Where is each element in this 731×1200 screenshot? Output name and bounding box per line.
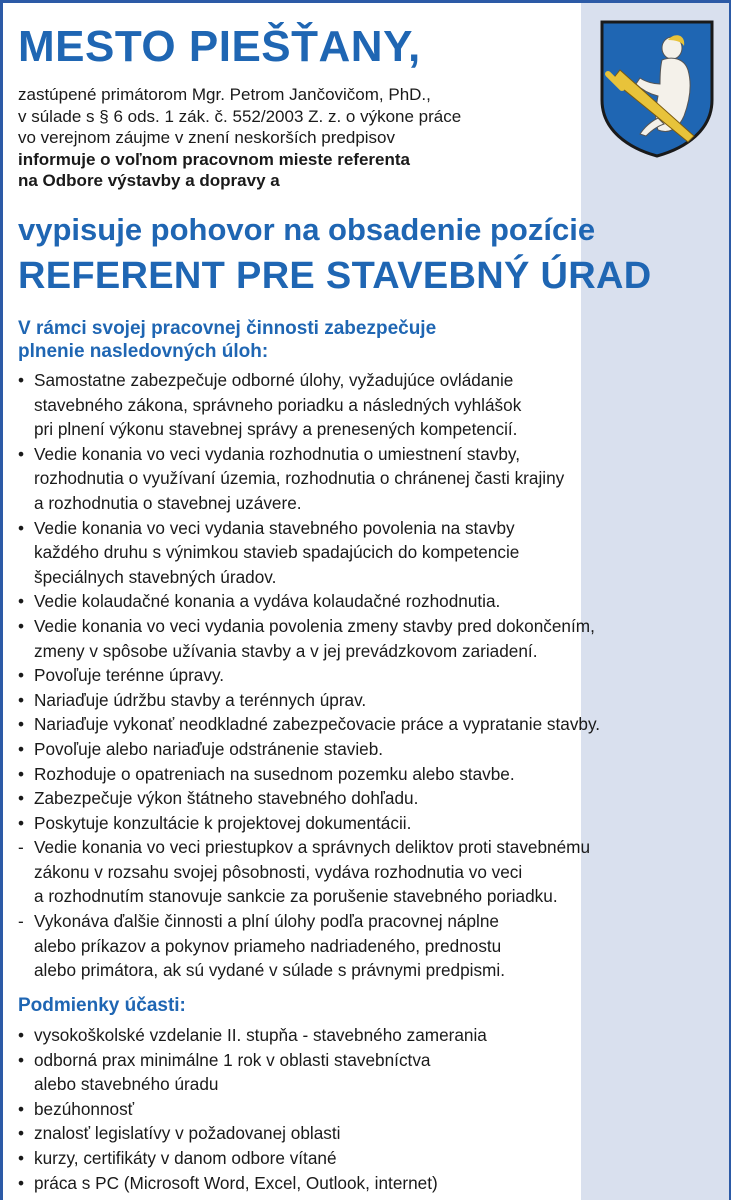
list-item xyxy=(18,1097,718,1122)
list-item xyxy=(18,1171,718,1196)
bullet-mark: • xyxy=(18,689,25,710)
bullet-mark: • xyxy=(18,738,25,759)
list-item xyxy=(18,589,718,614)
list-item xyxy=(18,737,718,762)
list-item xyxy=(18,442,718,516)
bullet-mark: • xyxy=(18,1172,25,1193)
list-item-text: Povoľuje alebo nariaďuje odstránenie stavieb. xyxy=(34,738,384,759)
conditions-list xyxy=(18,1023,718,1195)
list-item xyxy=(18,909,718,983)
list-item-text: Samostatne zabezpečuje odborné úlohy, vyžadujúce ovládanie stavebného zákona, správneho poriadku a následných vyhlášok pri plnení výkonu stavebnej správy a prenesených kompetencií. xyxy=(34,370,522,440)
bullet-mark: • xyxy=(18,370,25,390)
intro-bold-line: na Odbore výstavby a dopravy a xyxy=(18,171,280,190)
bullet-mark: • xyxy=(18,443,25,464)
list-item-text: Povoľuje terénne úpravy. xyxy=(34,665,225,686)
list-item-text: Rozhoduje o opatreniach na susednom pozemku alebo stavbe. xyxy=(34,763,515,784)
list-item-text: odborná prax minimálne 1 rok v oblasti stavebníctva alebo stavebného úradu xyxy=(34,1049,431,1095)
intro-line: v súlade s § 6 ods. 1 zák. č. 552/2003 Z. z. o výkone práce xyxy=(18,106,462,126)
bullet-mark: • xyxy=(18,812,25,833)
list-item-text: Nariaďuje údržbu stavby a terénnych úprav. xyxy=(34,689,367,710)
conditions-section-title: Podmienky účasti: xyxy=(18,995,186,1016)
list-item xyxy=(18,1146,718,1171)
list-item-text: Nariaďuje vykonať neodkladné zabezpečovacie práce a vypratanie stavby. xyxy=(34,714,601,735)
list-item xyxy=(18,1121,718,1146)
bullet-mark: • xyxy=(18,788,25,809)
list-item xyxy=(18,811,718,836)
bullet-mark: • xyxy=(18,665,25,686)
intro-line: zastúpené primátorom Mgr. Petrom Jančovičom, PhD., xyxy=(18,85,431,104)
intro-bold-line: informuje o voľnom pracovnom mieste referenta xyxy=(18,149,410,169)
list-item-text: práca s PC (Microsoft Word, Excel, Outlook, internet) xyxy=(34,1172,438,1193)
bullet-mark: - xyxy=(18,911,24,932)
list-item-text: Zabezpečuje výkon štátneho stavebného dohľadu. xyxy=(34,788,419,809)
bullet-mark: • xyxy=(18,1025,25,1045)
bullet-mark: • xyxy=(18,1049,25,1070)
list-item-text: vysokoškolské vzdelanie II. stupňa - stavebného zamerania xyxy=(34,1025,487,1045)
list-item xyxy=(18,614,718,663)
bullet-mark: • xyxy=(18,1098,25,1119)
city-title: MESTO PIEŠŤANY, xyxy=(18,22,421,71)
list-item xyxy=(18,786,718,811)
bullet-mark: - xyxy=(18,837,24,858)
bullet-mark: • xyxy=(18,1147,25,1168)
list-item-text: Vedie konania vo veci vydania povolenia zmeny stavby pred dokončením, zmeny v spôsobe užívania stavby a v jej prevádzkovom zariadení. xyxy=(34,615,595,661)
tasks-list xyxy=(18,368,718,983)
intro-paragraph xyxy=(18,84,578,192)
bullet-mark: • xyxy=(18,615,25,636)
announcement-line: vypisuje pohovor na obsadenie pozície xyxy=(18,212,596,247)
list-item-text: Vedie konania vo veci vydania rozhodnutia o umiestnení stavby, rozhodnutia o využívaní územia, rozhodnutia o chránenej časti krajiny a rozhodnutia o stavebnej uzávere. xyxy=(34,443,565,513)
bullet-mark: • xyxy=(18,591,25,612)
list-item-text: bezúhonnosť xyxy=(34,1098,135,1119)
position-title: REFERENT PRE STAVEBNÝ ÚRAD xyxy=(18,255,652,297)
list-item-text: Vedie kolaudačné konania a vydáva kolaudačné rozhodnutia. xyxy=(34,591,501,612)
list-item xyxy=(18,368,718,442)
list-item xyxy=(18,516,718,590)
bullet-mark: • xyxy=(18,1123,25,1144)
list-item-text: Vykonáva ďalšie činnosti a plní úlohy podľa pracovnej náplne alebo príkazov a pokynov priameho nadriadeného, prednostu alebo primátora, ak sú vydané v súlade s právnymi predpismi. xyxy=(34,911,505,981)
list-item xyxy=(18,688,718,713)
list-item xyxy=(18,762,718,787)
list-item xyxy=(18,712,718,737)
list-item-text: Vedie konania vo veci vydania stavebného povolenia na stavby každého druhu s výnimkou stavieb spadajúcich do kompetencie špeciálnych stavebných úradov. xyxy=(34,517,520,587)
bullet-mark: • xyxy=(18,763,25,784)
city-coat-of-arms-icon xyxy=(598,18,716,158)
list-item-text: Poskytuje konzultácie k projektovej dokumentácii. xyxy=(34,812,412,833)
bullet-mark: • xyxy=(18,517,25,538)
list-item-text: Vedie konania vo veci priestupkov a správnych deliktov proti stavebnému zákonu v rozsahu svojej pôsobnosti, vydáva rozhodnutia vo veci a rozhodnutím stanovuje sankcie za porušenie stavebného poriadku. xyxy=(34,837,591,907)
list-item-text: znalosť legislatívy v požadovanej oblasti xyxy=(34,1123,341,1144)
tasks-section-title: V rámci svojej pracovnej činnosti zabezpečuje plnenie nasledovných úloh: xyxy=(18,318,437,362)
list-item-text: kurzy, certifikáty v danom odbore vítané xyxy=(34,1147,337,1168)
intro-line: vo verejnom záujme v znení neskorších predpisov xyxy=(18,128,396,147)
list-item xyxy=(18,1048,718,1097)
list-item xyxy=(18,1023,718,1048)
list-item xyxy=(18,663,718,688)
list-item xyxy=(18,835,718,909)
bullet-mark: • xyxy=(18,714,25,735)
